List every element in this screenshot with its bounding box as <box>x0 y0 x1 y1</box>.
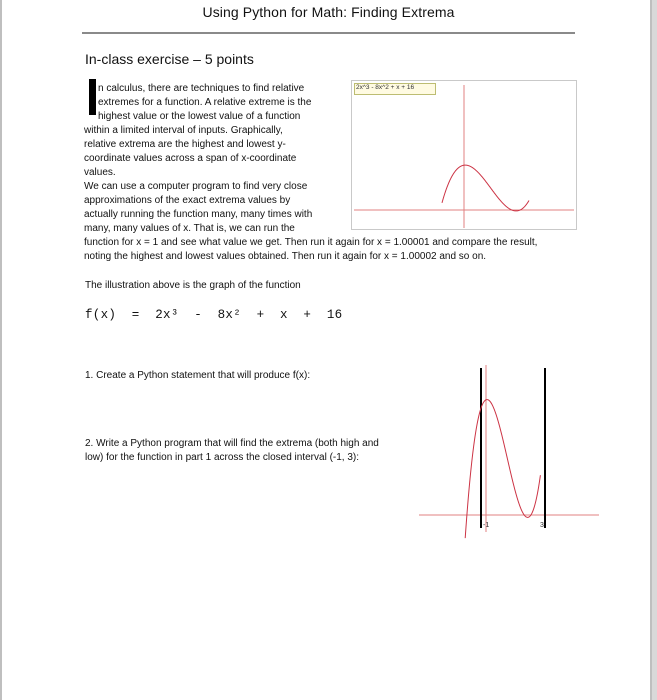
intro-line-12: function for x = 1 and see what value we get. Then run it again for x = 1.00001 and compare the result, <box>84 237 538 248</box>
intro-line-9: approximations of the exact extrema values by <box>84 195 291 206</box>
intro-line-11: many, many values of x. That is, we can run the <box>84 223 295 234</box>
intro-line-5: relative extrema are the highest and lowest y- <box>84 139 286 150</box>
function-graph-bottom <box>419 360 599 545</box>
intro-line-8: We can use a computer program to find very close <box>84 181 308 192</box>
intro-line-3: highest value or the lowest value of a function <box>98 111 301 122</box>
intro-line-2: extremes for a function. A relative extreme is the <box>98 97 312 108</box>
graph-bottom-curve <box>465 400 540 539</box>
question-2-line-1: 2. Write a Python program that will find the extrema (both high and <box>85 438 379 449</box>
function-graph-top <box>351 80 577 230</box>
function-definition: f(x) = 2x³ - 8x² + x + 16 <box>85 308 343 322</box>
illustration-note: The illustration above is the graph of the function <box>85 280 301 291</box>
graph-top-legend: 2x^3 - 8x^2 + x + 16 <box>356 84 415 91</box>
header-rule <box>82 32 575 34</box>
page-shadow <box>652 0 657 700</box>
intro-line-1: n calculus, there are techniques to find relative <box>98 83 305 94</box>
intro-line-13: noting the highest and lowest values obtained. Then run it again for x = 1.00002 and so on. <box>84 251 487 262</box>
question-2-line-2: low) for the function in part 1 across the closed interval (-1, 3): <box>85 452 360 463</box>
intro-line-10: actually running the function many, many times with <box>84 209 313 220</box>
tick-label-left: -1 <box>483 522 490 529</box>
page-title: Using Python for Math: Finding Extrema <box>202 4 455 20</box>
section-title: In-class exercise – 5 points <box>85 51 254 67</box>
intro-line-4: within a limited interval of inputs. Graphically, <box>84 125 283 136</box>
intro-line-6: coordinate values across a span of x-coordinate <box>84 153 297 164</box>
tick-label-right: 3 <box>540 522 544 529</box>
question-1: 1. Create a Python statement that will produce f(x): <box>85 370 311 381</box>
intro-line-7: values. <box>84 167 116 178</box>
drop-cap-letter <box>89 79 96 115</box>
page-left-border <box>0 0 2 700</box>
